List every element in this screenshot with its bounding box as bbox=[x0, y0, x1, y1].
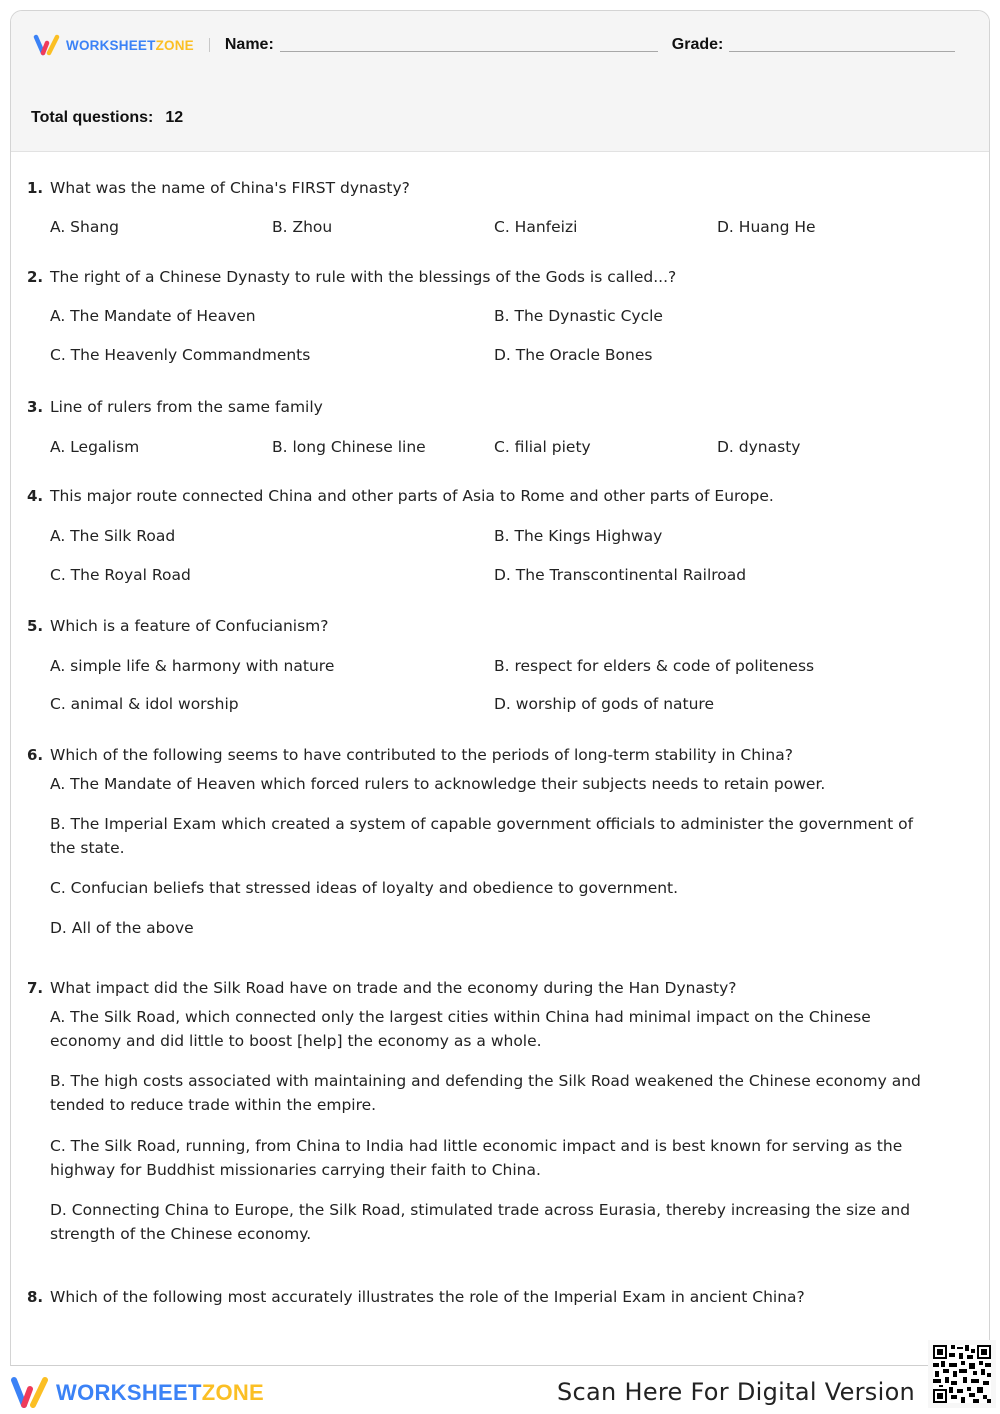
question-number: 5. bbox=[27, 617, 44, 635]
name-label: Name: bbox=[224, 36, 274, 53]
question-number: 1. bbox=[27, 179, 44, 197]
question-text: Line of rulers from the same family bbox=[50, 398, 323, 416]
grade-label: Grade: bbox=[671, 36, 724, 53]
option-c[interactable]: C. The Silk Road, running, from China to India had little economic impact and is best known for serving as the highway for Buddhist missionaries carrying their faith to China. bbox=[50, 1137, 903, 1179]
option-c[interactable]: C. The Royal Road bbox=[50, 566, 191, 584]
brand-name-part2: ZONE bbox=[155, 37, 194, 53]
option-c[interactable]: C. Confucian beliefs that stressed ideas of loyalty and obedience to government. bbox=[50, 879, 679, 897]
option-b[interactable]: B. The Kings Highway bbox=[494, 527, 663, 545]
question-8 bbox=[27, 1286, 947, 1308]
option-c[interactable]: C. The Heavenly Commandments bbox=[50, 346, 311, 364]
option-d[interactable]: D. worship of gods of nature bbox=[494, 695, 714, 713]
question-text: Which is a feature of Confucianism? bbox=[50, 617, 329, 635]
option-a[interactable]: A. simple life & harmony with nature bbox=[50, 657, 335, 675]
divider bbox=[209, 38, 210, 52]
option-a[interactable]: A. Legalism bbox=[50, 438, 140, 456]
option-b[interactable]: B. respect for elders & code of politeness bbox=[494, 657, 815, 675]
scan-prompt: Scan Here For Digital Version bbox=[557, 1378, 916, 1406]
brand-name bbox=[66, 38, 194, 53]
question-3 bbox=[27, 396, 947, 456]
worksheet-zone-logo-icon bbox=[10, 1376, 52, 1410]
question-number: 7. bbox=[27, 979, 44, 997]
question-text: Which of the following most accurately illustrates the role of the Imperial Exam in ancient China? bbox=[50, 1288, 805, 1306]
option-c[interactable]: C. filial piety bbox=[494, 438, 591, 456]
option-d[interactable]: D. dynasty bbox=[717, 438, 801, 456]
question-text: Which of the following seems to have contributed to the periods of long-term stability in China? bbox=[50, 746, 793, 764]
question-number: 3. bbox=[27, 398, 44, 416]
option-b[interactable]: B. The Imperial Exam which created a system of capable government officials to administer the government of the state. bbox=[50, 815, 914, 857]
question-1 bbox=[27, 177, 947, 236]
option-b[interactable]: B. The high costs associated with maintaining and defending the Silk Road weakened the Chinese economy and tended to reduce trade within the empire. bbox=[50, 1072, 921, 1114]
question-4 bbox=[27, 485, 947, 584]
question-number: 6. bbox=[27, 746, 44, 764]
question-number: 8. bbox=[27, 1288, 44, 1306]
option-a[interactable]: A. The Silk Road bbox=[50, 527, 176, 545]
brand-name-part2: ZONE bbox=[201, 1380, 265, 1405]
qr-code[interactable] bbox=[928, 1340, 996, 1408]
total-questions bbox=[31, 109, 183, 127]
option-d[interactable]: D. All of the above bbox=[50, 919, 194, 937]
page-footer bbox=[0, 1366, 1000, 1414]
question-text: What impact did the Silk Road have on trade and the economy during the Han Dynasty? bbox=[50, 979, 737, 997]
option-c[interactable]: C. animal & idol worship bbox=[50, 695, 239, 713]
option-d[interactable]: D. Connecting China to Europe, the Silk Road, stimulated trade across Eurasia, thereby increasing the size and strength of the Chinese economy. bbox=[50, 1201, 911, 1243]
brand-row bbox=[33, 33, 967, 57]
total-questions-value: 12 bbox=[165, 109, 184, 126]
brand-name-part1: WORKSHEET bbox=[56, 1380, 202, 1405]
option-c[interactable]: C. Hanfeizi bbox=[494, 218, 578, 236]
question-text: The right of a Chinese Dynasty to rule with the blessings of the Gods is called...? bbox=[50, 268, 677, 286]
option-b[interactable]: B. long Chinese line bbox=[272, 438, 426, 456]
footer-logo bbox=[10, 1376, 264, 1410]
footer-brand-name bbox=[56, 1380, 264, 1406]
brand-name-part1: WORKSHEET bbox=[66, 37, 156, 53]
qr-code-icon bbox=[933, 1345, 991, 1403]
name-field[interactable] bbox=[280, 51, 658, 52]
question-number: 2. bbox=[27, 268, 44, 286]
header-logo bbox=[33, 34, 194, 56]
option-a[interactable]: A. Shang bbox=[50, 218, 120, 236]
worksheet-zone-logo-icon bbox=[33, 34, 63, 56]
option-b[interactable]: B. Zhou bbox=[272, 218, 333, 236]
option-b[interactable]: B. The Dynastic Cycle bbox=[494, 307, 663, 325]
question-text: What was the name of China's FIRST dynasty? bbox=[50, 179, 410, 197]
question-2 bbox=[27, 266, 947, 364]
option-d[interactable]: D. The Oracle Bones bbox=[494, 346, 653, 364]
option-a[interactable]: A. The Mandate of Heaven which forced rulers to acknowledge their subjects needs to retain power. bbox=[50, 775, 826, 793]
option-a[interactable]: A. The Mandate of Heaven bbox=[50, 307, 256, 325]
question-number: 4. bbox=[27, 487, 44, 505]
question-7 bbox=[27, 977, 947, 1243]
option-a[interactable]: A. The Silk Road, which connected only the largest cities within China had minimal impact on the Chinese economy and did little to boost [help] the economy as a whole. bbox=[50, 1008, 871, 1050]
question-6 bbox=[27, 744, 947, 937]
question-5 bbox=[27, 615, 947, 713]
total-questions-label: Total questions: bbox=[31, 109, 154, 126]
option-d[interactable]: D. The Transcontinental Railroad bbox=[494, 566, 747, 584]
worksheet-header bbox=[11, 11, 989, 152]
question-text: This major route connected China and other parts of Asia to Rome and other parts of Europe. bbox=[50, 487, 774, 505]
option-d[interactable]: D. Huang He bbox=[717, 218, 816, 236]
grade-field[interactable] bbox=[729, 51, 955, 52]
